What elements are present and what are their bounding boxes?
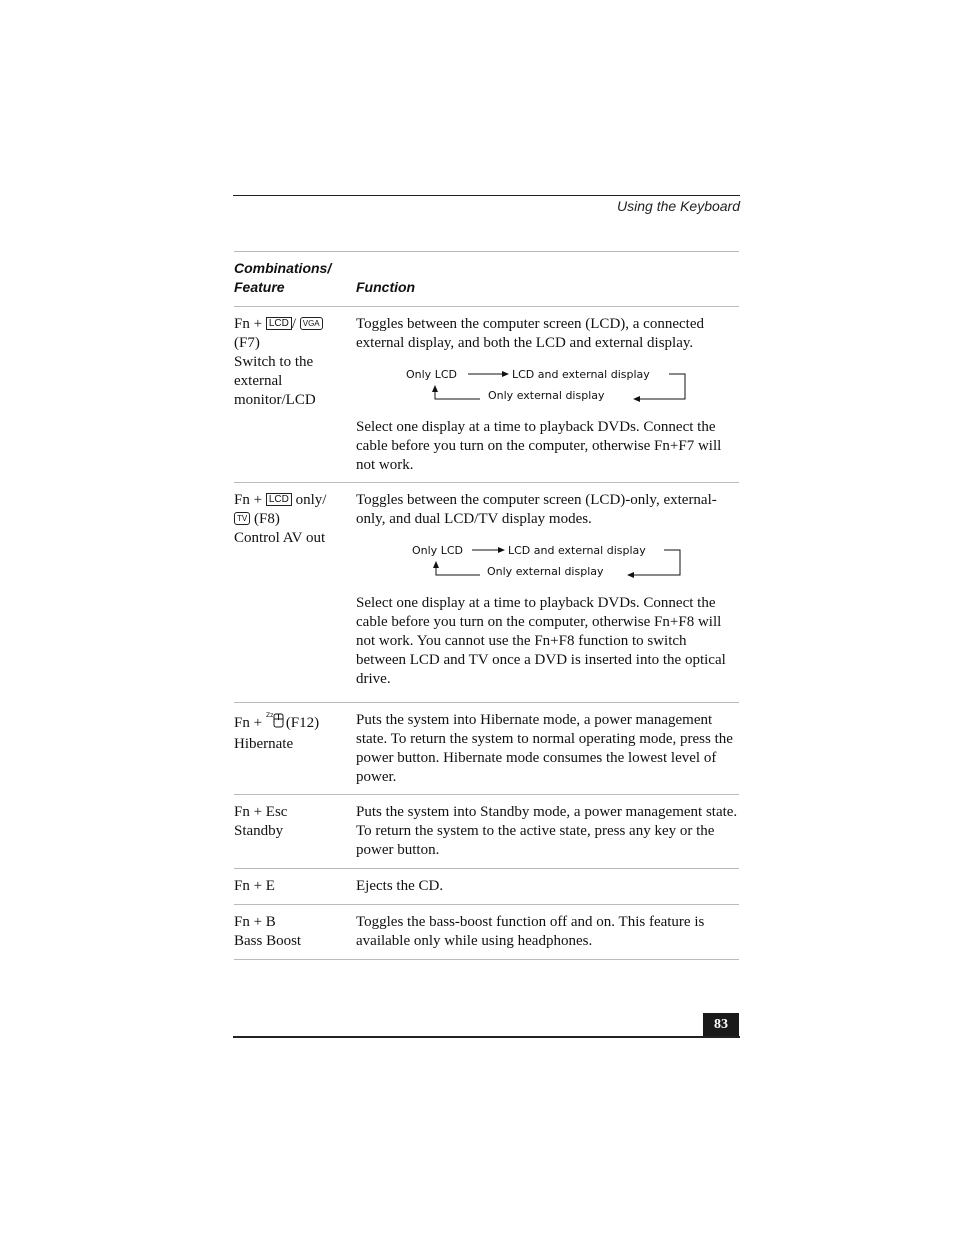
- function-cell: Toggles between the computer screen (LCD)-only, external-only, and dual LCD/TV display modes. Only LCD LCD and external display Only external display Select one display at a time to playback DVDs. Connect the cable before you turn on the computer, otherwise Fn+F8 will not work. You cannot use the Fn+F8 function to switch between LCD and TV once a DVD is inserted into the optical drive.: [356, 491, 739, 689]
- diagram-label-a: Only LCD: [412, 544, 463, 557]
- diagram-label-b: LCD and external display: [508, 544, 646, 557]
- header-rule: [233, 195, 740, 196]
- display-cycle-diagram: [356, 537, 739, 585]
- arrow-head: [432, 385, 438, 392]
- vga-key-icon: VGA: [300, 317, 323, 330]
- lcd-key-icon: LCD: [266, 317, 292, 330]
- tv-key-icon: TV: [234, 512, 250, 525]
- arrow-line: [436, 568, 480, 575]
- function-cell: Toggles between the computer screen (LCD), a connected external display, and both the LCD and external display. Only LCD LCD and external display Only external display Select one display at a time to playback DVDs. Connect the cable before you turn on the computer, otherwise Fn+F7 will not work.: [356, 315, 739, 475]
- table-row: [234, 307, 739, 483]
- footer-rule: [233, 1036, 740, 1038]
- combo-cell: Fn + LCD only/ TV (F8) Control AV out: [234, 492, 327, 546]
- diagram-label-c: Only external display: [487, 565, 604, 578]
- arrow-head: [498, 547, 505, 553]
- arrow-head: [502, 371, 509, 377]
- lcd-key-icon: LCD: [266, 493, 292, 506]
- function-cell: Toggles the bass-boost function off and on. This feature is available only while using headphones.: [356, 914, 705, 949]
- svg-text:Zz: Zz: [265, 712, 274, 719]
- keyboard-combinations-table: [234, 251, 739, 960]
- table-row: [234, 869, 739, 905]
- table-row: [234, 795, 739, 869]
- hibernate-key-icon: [266, 711, 286, 735]
- function-cell: Puts the system into Hibernate mode, a power management state. To return the system to normal operating mode, press the power button. Hibernate mode consumes the lowest level of power.: [356, 712, 733, 785]
- col2-header: Function: [356, 279, 416, 295]
- table-row: [234, 703, 739, 795]
- combo-cell: Fn + E: [234, 878, 275, 894]
- diagram-label-a: Only LCD: [406, 368, 457, 381]
- combo-cell: Fn + LCD / VGA (F7) Switch to the external monitor/LCD: [234, 315, 349, 410]
- arrow-head: [433, 561, 439, 568]
- arrow-line: [435, 392, 480, 399]
- function-cell: Ejects the CD.: [356, 878, 444, 894]
- table-header: [234, 251, 739, 307]
- table-row: [234, 483, 739, 703]
- col1-header: Combinations/ Feature: [234, 260, 332, 295]
- diagram-label-c: Only external display: [488, 389, 605, 402]
- table-row: [234, 905, 739, 960]
- arrow-head: [633, 396, 640, 402]
- page-number: 83: [703, 1013, 739, 1037]
- function-cell: Puts the system into Standby mode, a power management state. To return the system to the active state, press any key or the power button.: [356, 804, 738, 858]
- display-cycle-diagram: [356, 361, 739, 409]
- running-head: Using the Keyboard: [617, 198, 740, 214]
- arrow-head: [627, 572, 634, 578]
- diagram-label-b: LCD and external display: [512, 368, 650, 381]
- combo-cell: Fn + B Bass Boost: [234, 914, 302, 949]
- combo-cell: Fn + Esc Standby: [234, 804, 288, 839]
- combo-cell: Fn + Zz (F12) Hibernate: [234, 712, 320, 752]
